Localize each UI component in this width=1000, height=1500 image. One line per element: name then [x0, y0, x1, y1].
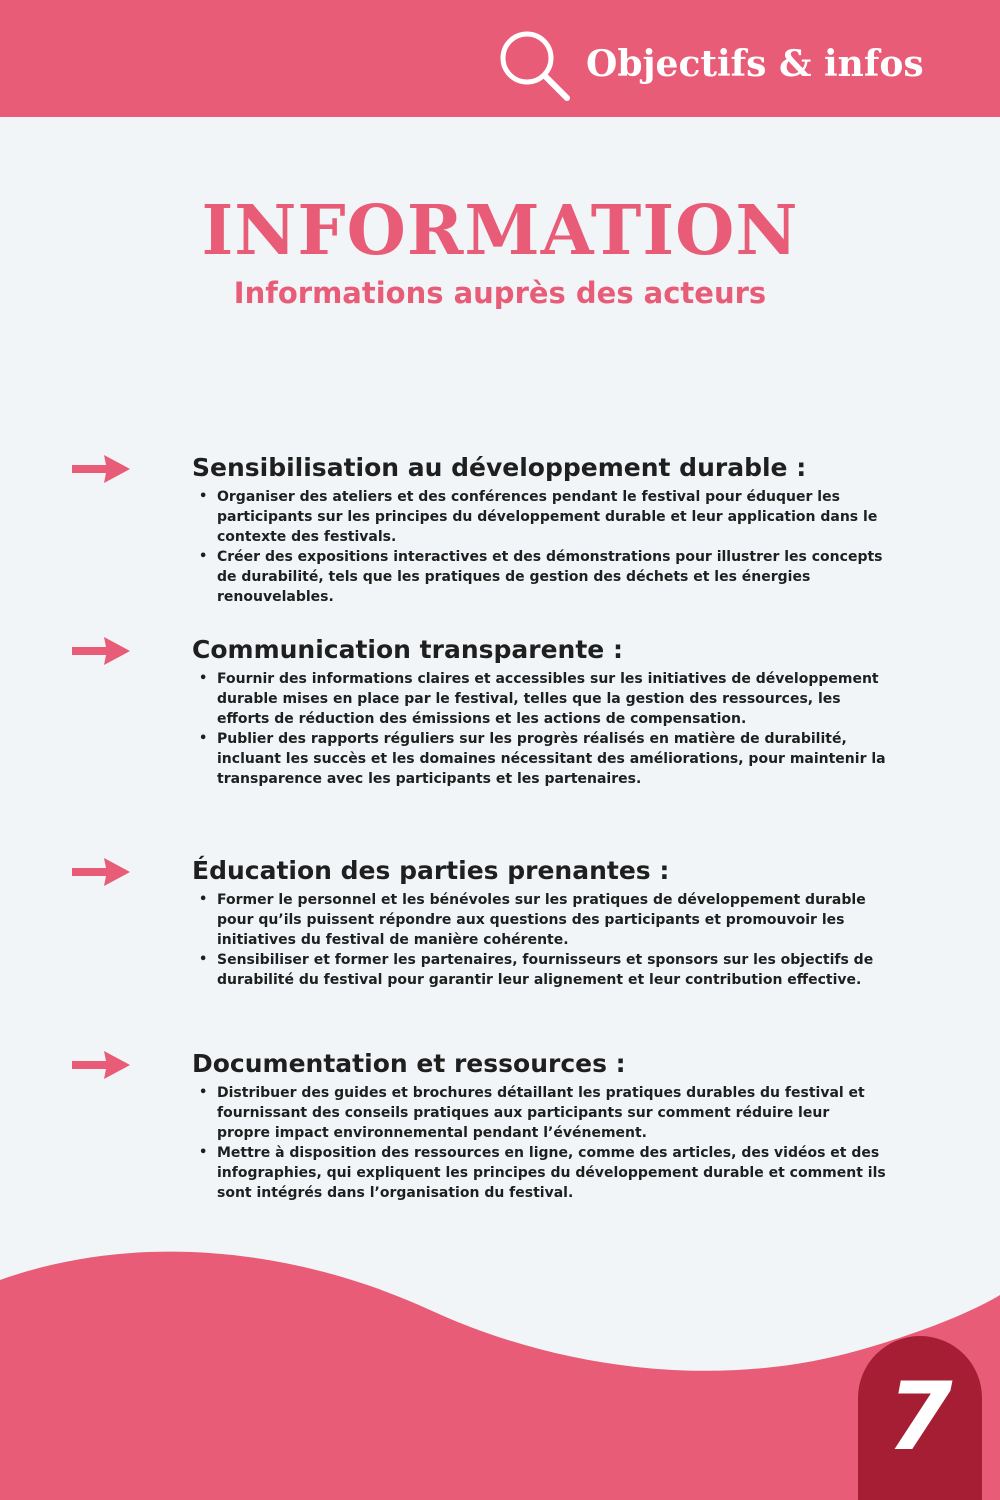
arrow-right-icon: [70, 854, 132, 890]
section-title: Documentation et ressources :: [192, 1049, 626, 1078]
bullet-item: • Organiser des ateliers et des conférences pendant le festival pour éduquer les participants sur les principes du développement durable et leur application dans le contexte des festivals.: [197, 487, 887, 547]
page-number-badge: [858, 1336, 982, 1500]
arrow-right-icon: [70, 633, 132, 669]
bullet-item: • Distribuer des guides et brochures détaillant les pratiques durables du festival et fournissant des conseils pratiques aux participants sur comment réduire leur propre impact environnemental pendant l’événement.: [197, 1083, 887, 1143]
bullet-item: • Fournir des informations claires et accessibles sur les initiatives de développement durable mises en place par le festival, telles que la gestion des ressources, les efforts de réduction des émissions et les actions de compensation.: [197, 669, 887, 729]
bullet-list: [197, 487, 887, 607]
header-title: Objectifs & infos: [586, 43, 924, 85]
arrow-right-icon: [70, 1047, 132, 1083]
bullet-list: [197, 669, 887, 789]
footer-wave: [0, 1240, 1000, 1500]
section-title: Sensibilisation au développement durable :: [192, 453, 807, 482]
bullet-item: • Créer des expositions interactives et des démonstrations pour illustrer les concepts de durabilité, tels que les pratiques de gestion des déchets et les énergies renouvelables.: [197, 547, 887, 607]
search-icon: [497, 28, 573, 104]
bullet-item: • Sensibiliser et former les partenaires, fournisseurs et sponsors sur les objectifs de durabilité du festival pour garantir leur alignement et leur contribution effective.: [197, 950, 887, 990]
bullet-list: [197, 1083, 887, 1203]
bullet-item: • Former le personnel et les bénévoles sur les pratiques de développement durable pour qu’ils puissent répondre aux questions des participants et promouvoir les initiatives du festival de manière cohérente.: [197, 890, 887, 950]
bullet-item: • Publier des rapports réguliers sur les progrès réalisés en matière de durabilité, incluant les succès et les domaines nécessitant des améliorations, pour maintenir la transparence avec les participants et les partenaires.: [197, 729, 887, 789]
arrow-right-icon: [70, 451, 132, 487]
page-number: 7: [887, 1363, 953, 1472]
header-bar: [0, 0, 1000, 117]
bullet-list: [197, 890, 887, 990]
section-title: Communication transparente :: [192, 635, 623, 664]
section-title: Éducation des parties prenantes :: [192, 856, 670, 885]
page-title: INFORMATION: [201, 191, 799, 271]
page-subtitle: Informations auprès des acteurs: [233, 276, 767, 310]
bullet-item: • Mettre à disposition des ressources en ligne, comme des articles, des vidéos et des infographies, qui expliquent les principes du développement durable et comment ils sont intégrés dans l’organisation du festival.: [197, 1143, 887, 1203]
